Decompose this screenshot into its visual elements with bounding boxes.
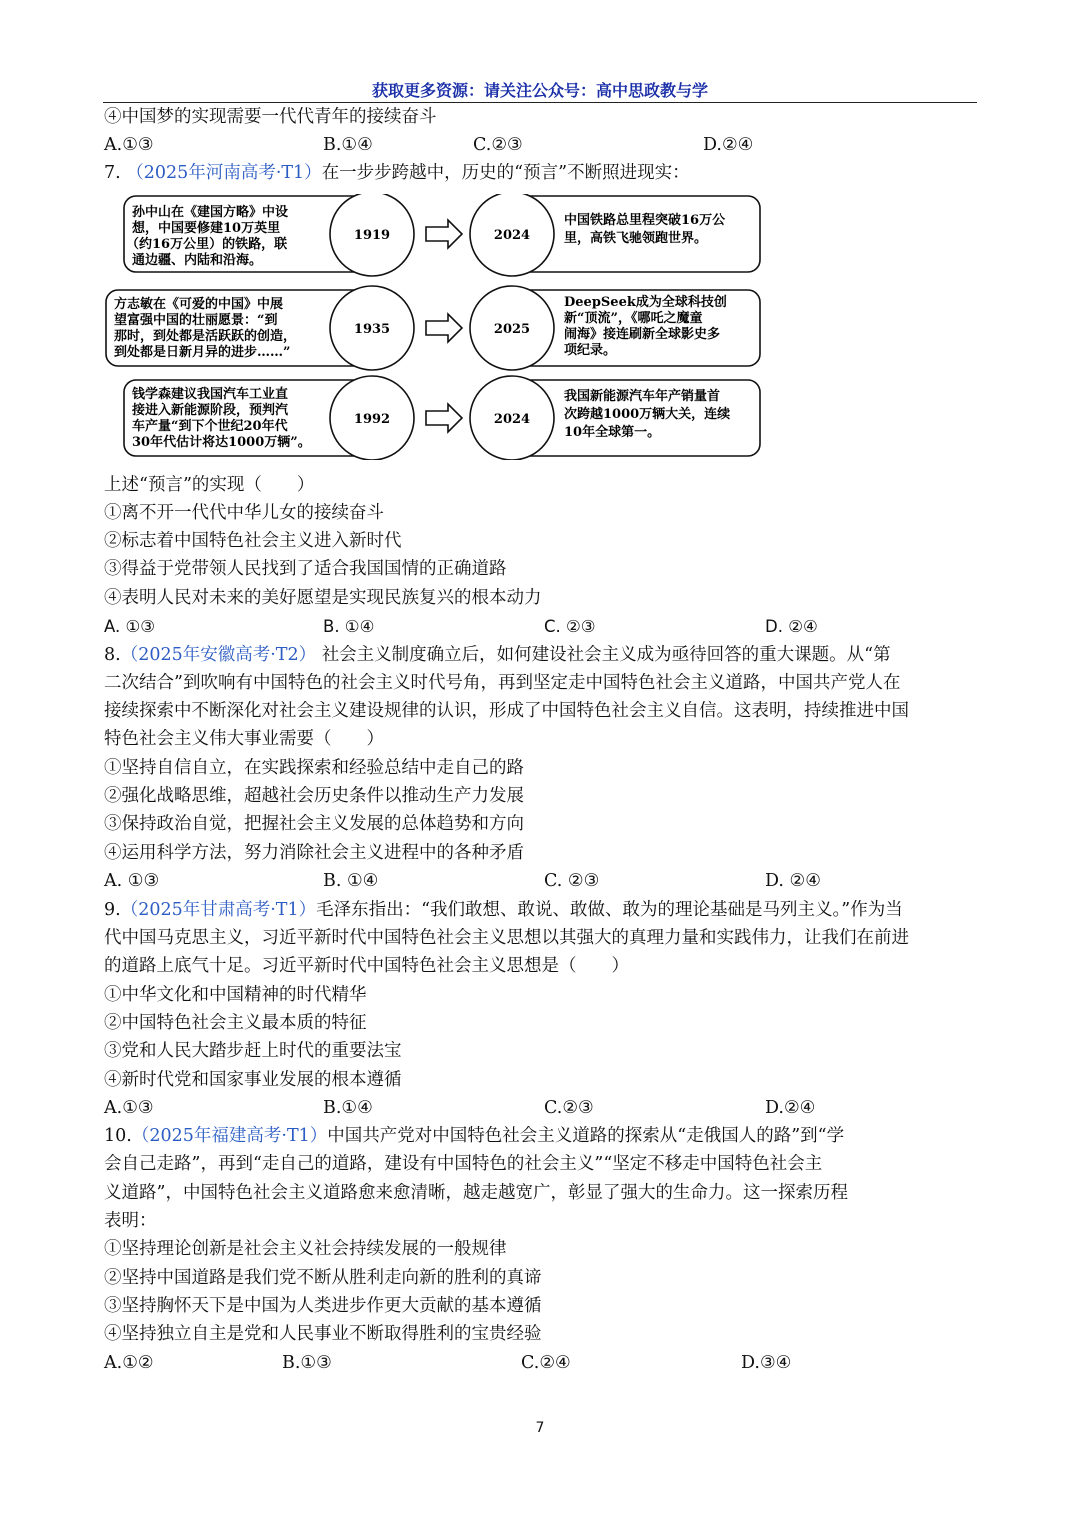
row3-left-text-4: 30年代估计将达1000万辆”。 <box>132 435 311 450</box>
q6-option-a: A.①③ <box>104 135 154 155</box>
q10-option-d: D.③④ <box>741 1353 792 1373</box>
q10-number: 10. <box>104 1126 132 1146</box>
q7-question: 上述“预言”的实现（ ） <box>104 475 315 495</box>
q10-option-a: A.①② <box>104 1353 154 1373</box>
q9-stem-line-1: 9.（2025年甘肃高考·T1）毛泽东指出：“我们敢想、敢说、敢做、敢为的理论基础是马列主义。”作为当 <box>104 900 903 920</box>
prophecy-diagram <box>104 194 764 460</box>
q8-stem-line-2: 二次结合”到吹响有中国特色的社会主义时代号角，再到坚定走中国特色社会主义道路，中国共产党人在 <box>104 673 901 693</box>
q9-option-d: D.②④ <box>765 1098 816 1118</box>
q8-item-2: ②强化战略思维，超越社会历史条件以推动生产力发展 <box>104 786 524 806</box>
q9-number: 9. <box>104 900 121 920</box>
q9-source: （2025年甘肃高考·T1） <box>120 900 317 920</box>
q7-option-a: A. ①③ <box>104 617 156 636</box>
q7-option-c: C. ②③ <box>544 617 596 636</box>
q10-stem-line-3: 义道路”，中国特色社会主义道路愈来愈清晰，越走越宽广，彰显了强大的生命力。这一探索历程 <box>104 1183 848 1203</box>
q8-source: （2025年安徽高考·T2） <box>120 645 317 665</box>
q8-option-b: B. ①④ <box>323 871 379 891</box>
q7-source: （2025年河南高考·T1） <box>126 163 322 183</box>
row1-right-text-1: 中国铁路总里程突破16万公 <box>564 213 726 228</box>
q6-option-c: C.②③ <box>473 135 523 155</box>
q10-item-3: ③坚持胸怀天下是中国为人类进步作更大贡献的基本遵循 <box>104 1296 542 1316</box>
q7-number: 7. <box>104 163 121 183</box>
page-header: 获取更多资源：请关注公众号：高中思政教与学 <box>103 78 977 103</box>
row3-left-text-1: 钱学森建议我国汽车工业直 <box>132 387 289 402</box>
q9-stem-line-2: 代中国马克思主义，习近平新时代中国特色社会主义思想以其强大的真理力量和实践伟力，让我们在前进 <box>104 928 909 948</box>
q10-item-1: ①坚持理论创新是社会主义社会持续发展的一般规律 <box>104 1239 507 1259</box>
row2-arrow-icon <box>426 314 462 342</box>
q8-option-d: D. ②④ <box>765 871 821 891</box>
q9-option-a: A.①③ <box>104 1098 154 1118</box>
q7-item-2: ②标志着中国特色社会主义进入新时代 <box>104 531 402 551</box>
q10-stem-line-4: 表明： <box>104 1211 157 1231</box>
diagram-row-3 <box>124 376 760 460</box>
row2-right-text-3: 闹海》接连刷新全球影史多 <box>564 327 721 342</box>
row3-left-text-2: 接进入新能源阶段，预判汽 <box>132 403 289 418</box>
q10-item-4: ④坚持独立自主是党和人民事业不断取得胜利的宝贵经验 <box>104 1324 542 1344</box>
page-number: 7 <box>535 1420 545 1436</box>
row2-left-text-4: 到处都是日新月异的进步……” <box>114 345 291 360</box>
q8-stem-line-1: 8.（2025年安徽高考·T2） 社会主义制度确立后，如何建设社会主义成为亟待回答的重大课题。从“第 <box>104 645 891 665</box>
diagram-row-2 <box>106 286 760 370</box>
row3-arrow-icon <box>426 404 462 432</box>
q6-item-4: ④中国梦的实现需要一代代青年的接续奋斗 <box>104 107 437 127</box>
row1-left-text-4: 通边疆、内陆和沿海。 <box>132 253 263 268</box>
row3-left-text-3: 车产量“到下个世纪20年代 <box>132 419 288 434</box>
q8-item-4: ④运用科学方法，努力消除社会主义进程中的各种矛盾 <box>104 843 524 863</box>
q9-stem-line-3: 的道路上底气十足。习近平新时代中国特色社会主义思想是（ ） <box>104 956 629 976</box>
q6-option-b: B.①④ <box>323 135 373 155</box>
row1-year-to: 2024 <box>493 228 531 243</box>
q7-item-3: ③得益于党带领人民找到了适合我国国情的正确道路 <box>104 559 507 579</box>
row1-year-from: 1919 <box>353 228 391 243</box>
row2-right-text-4: 项纪录。 <box>564 343 617 358</box>
q8-option-c: C. ②③ <box>544 871 600 891</box>
q7-stem-text: 在一步步跨越中，历史的“预言”不断照进现实： <box>321 163 690 183</box>
row2-left-text-2: 望富强中国的壮丽愿景：“到 <box>114 313 278 328</box>
q8-stem-line-3: 接续探索中不断深化对社会主义建设规律的认识，形成了中国特色社会主义自信。这表明，持续推进中国 <box>104 701 909 721</box>
q7-option-b: B. ①④ <box>323 617 375 636</box>
q9-item-4: ④新时代党和国家事业发展的根本遵循 <box>104 1070 402 1090</box>
q8-stem-line-4: 特色社会主义伟大事业需要（ ） <box>104 729 384 749</box>
row3-year-to: 2024 <box>493 412 531 427</box>
row3-year-from: 1992 <box>353 412 391 427</box>
q10-option-b: B.①③ <box>282 1353 332 1373</box>
row3-right-text-1: 我国新能源汽车年产销量首 <box>564 389 721 404</box>
q10-stem-line-2: 会自己走路”，再到“走自己的道路，建设有中国特色的社会主义”“坚定不移走中国特色社会主 <box>104 1154 823 1174</box>
q10-option-c: C.②④ <box>521 1353 571 1373</box>
q9-option-b: B.①④ <box>323 1098 373 1118</box>
row2-right-text-2: 新“顶流”，《哪吒之魔童 <box>564 311 703 326</box>
row2-left-text-1: 方志敏在《可爱的中国》中展 <box>114 297 284 312</box>
q10-source: （2025年福建高考·T1） <box>131 1126 328 1146</box>
q10-item-2: ②坚持中国道路是我们党不断从胜利走向新的胜利的真谛 <box>104 1268 542 1288</box>
q7-item-1: ①离不开一代代中华儿女的接续奋斗 <box>104 503 384 523</box>
q9-item-3: ③党和人民大踏步赶上时代的重要法宝 <box>104 1041 402 1061</box>
row3-right-text-2: 次跨越1000万辆大关，连续 <box>564 407 731 422</box>
row1-arrow-icon <box>426 220 462 248</box>
q7-stem <box>104 162 978 184</box>
row1-right-text-2: 里，高铁飞驰领跑世界。 <box>564 231 708 246</box>
row1-left-text-1: 孙中山在《建国方略》中设 <box>132 205 289 220</box>
row1-left-text-2: 想，中国要修建10万英里 <box>132 221 281 236</box>
q8-number: 8. <box>104 645 121 665</box>
row2-left-text-3: 那时，到处都是活跃跃的创造， <box>114 329 297 344</box>
q6-option-d: D.②④ <box>703 135 754 155</box>
q10-stem-line-1: 10.（2025年福建高考·T1）中国共产党对中国特色社会主义道路的探索从“走俄国人的路”到“学 <box>104 1126 845 1146</box>
q8-item-3: ③保持政治自觉，把握社会主义发展的总体趋势和方向 <box>104 814 524 834</box>
q8-option-a: A. ①③ <box>104 871 160 891</box>
row2-year-from: 1935 <box>353 322 391 337</box>
q7-option-d: D. ②④ <box>765 617 818 636</box>
q9-option-c: C.②③ <box>544 1098 594 1118</box>
row3-right-text-3: 10年全球第一。 <box>564 425 661 440</box>
row2-year-to: 2025 <box>493 322 531 337</box>
q7-item-4: ④表明人民对未来的美好愿望是实现民族复兴的根本动力 <box>104 588 542 608</box>
row2-right-text-1: DeepSeek成为全球科技创 <box>564 295 727 310</box>
row1-left-text-3: （约16万公里）的铁路，联 <box>126 237 288 252</box>
diagram-row-1 <box>124 194 760 276</box>
q9-item-1: ①中华文化和中国精神的时代精华 <box>104 985 367 1005</box>
q9-item-2: ②中国特色社会主义最本质的特征 <box>104 1013 367 1033</box>
q8-item-1: ①坚持自信自立，在实践探索和经验总结中走自己的路 <box>104 758 524 778</box>
